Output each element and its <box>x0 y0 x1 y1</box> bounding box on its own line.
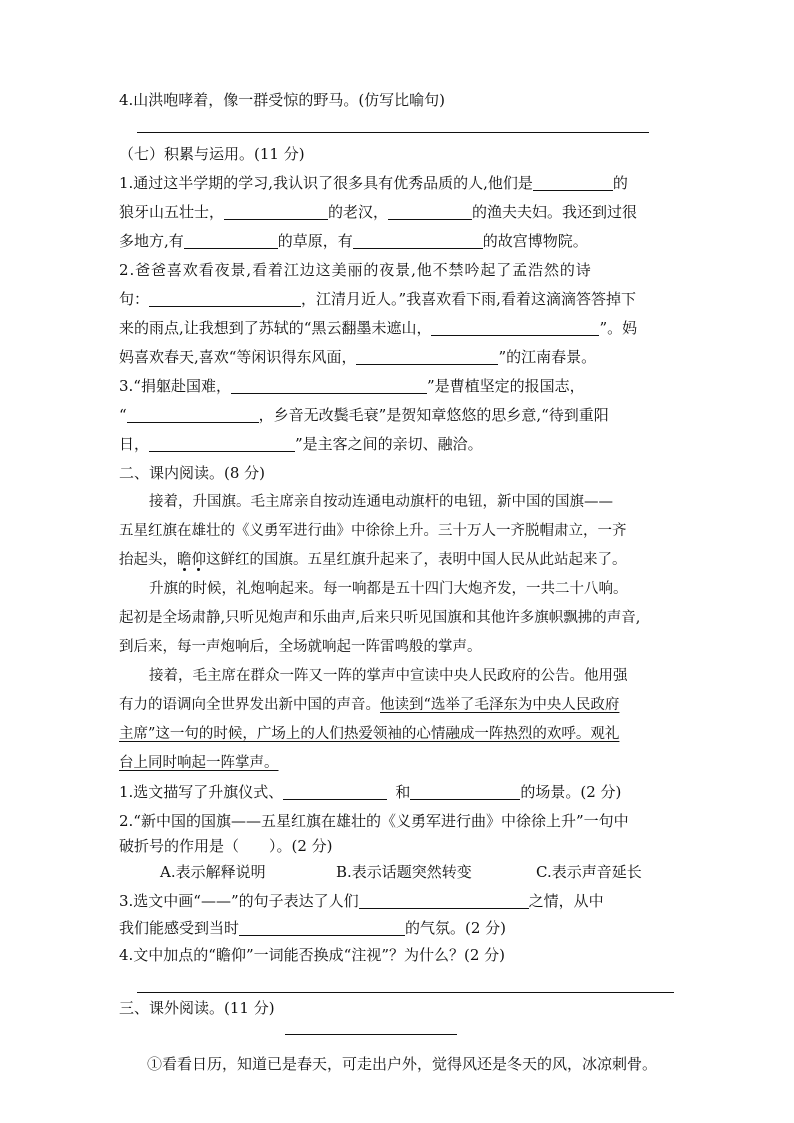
reading-para1-line3: 抬起头，瞻 仰 这鲜红的国旗。五星红旗升起来了，表明中国人民从此站起来了。 <box>119 546 675 575</box>
s2-q3-line1: 3.选文中画“——”的句子表达了人们 之情，从中 <box>119 892 604 910</box>
section7-title: （七）积累与运用。(11 分) <box>119 145 305 163</box>
dotted-word: 瞻 仰 <box>177 552 206 568</box>
fill-blank[interactable] <box>283 783 387 800</box>
s7-q2-line1: 2.爸爸喜欢看夜景,看着江边这美丽的夜景,他不禁吟起了孟浩然的诗 <box>119 261 592 279</box>
reading-para1-line2: 五星红旗在雄壮的《义勇军进行曲》中徐徐上升。三十万人一齐脱帽肃立，一齐 <box>119 523 627 539</box>
fill-blank[interactable] <box>431 319 599 336</box>
s7-q2-line4: 妈喜欢春天,喜欢“等闲识得东风面， ”的江南春景。 <box>119 348 597 366</box>
fill-blank[interactable] <box>127 406 259 423</box>
fill-blank[interactable] <box>149 435 295 452</box>
s7-q2-line3: 来的雨点,让我想到了苏轼的“黑云翻墨未遮山， ”。妈 <box>119 319 638 337</box>
reading-para3-line1: 接着，毛主席在群众一阵又一阵的掌声中宣读中央人民政府的公告。他用强 <box>149 668 628 684</box>
fill-blank[interactable] <box>410 783 520 800</box>
section3-title: 三、课外阅读。(11 分) <box>119 999 275 1017</box>
s2-q2-line1: 2.“新中国的国旗——五星红旗在雄壮的《义勇军进行曲》中徐徐上升”一句中 <box>119 812 629 830</box>
reading-para1-line1: 接着，升国旗。毛主席亲自按动连通电动旗杆的电钮，新中国的国旗—— <box>149 494 613 510</box>
s7-q1-line1: 1.通过这半学期的学习,我认识了很多具有优秀品质的人,他们是 的 <box>119 174 628 192</box>
fill-blank[interactable] <box>388 203 472 220</box>
fill-blank[interactable] <box>149 290 301 307</box>
fill-blank[interactable] <box>356 348 498 365</box>
s7-q2-line2: 句： ，江清月近人。”我喜欢看下雨,看着这滴滴答答掉下 <box>119 290 636 308</box>
fill-blank[interactable] <box>533 174 613 191</box>
title-blank[interactable] <box>285 1034 457 1035</box>
s7-q3-line2: “ ，乡音无改鬓毛衰”是贺知章悠悠的思乡意,“待到重阳 <box>119 406 609 424</box>
reading-para3-line4 <box>119 749 675 778</box>
s7-q1-line3: 多地方,有 的草原，有 的故宫博物院。 <box>119 232 588 250</box>
fill-blank[interactable] <box>359 892 529 909</box>
s2-q4: 4.文中加点的“瞻仰”一词能否换成“注视”？为什么？(2 分) <box>119 946 506 964</box>
imitate-question: 4.山洪咆哮着，像一群受惊的野马。(仿写比喻句) <box>119 91 446 109</box>
s7-q3-line1: 3.“捐躯赴国难， ”是曹植坚定的报国志， <box>119 377 585 395</box>
option-a[interactable]: A.表示解释说明 <box>160 863 266 881</box>
answer-line[interactable] <box>137 132 649 133</box>
s2-q3-line2: 我们能感受到当时 的气氛。(2 分) <box>119 919 507 937</box>
fill-blank[interactable] <box>239 919 405 936</box>
fill-blank[interactable] <box>224 203 328 220</box>
fill-blank[interactable] <box>353 232 483 249</box>
reading-para2-line1: 升旗的时候，礼炮响起来。每一响都是五十四门大炮齐发，一共二十八响。 <box>149 581 628 597</box>
emphasis-dot <box>183 568 186 571</box>
reading-para3-line2: 有力的语调向全世界发出新中国的声音。他读到“选举了毛泽东为中央人民政府 <box>119 697 620 713</box>
s7-q3-line3: 日， ”是主客之间的亲切、融洽。 <box>119 435 483 453</box>
s7-q1-line2: 狼牙山五壮士， 的老汉， 的渔夫夫妇。我还到过很 <box>119 203 638 221</box>
fill-blank[interactable] <box>231 377 427 394</box>
reading-para2-line2: 起初是全场肃静,只听见炮声和乐曲声,后来只听见国旗和其他许多旗帜飘拂的声音, <box>119 610 641 626</box>
section2-title: 二、课内阅读。(8 分) <box>119 464 266 482</box>
s2-q2-options <box>160 858 660 887</box>
reading-para3-line3 <box>119 720 675 749</box>
underlined-sentence: 主席”这一句的时候，广场上的人们热爱领袖的心情融成一阵热烈的欢呼。观礼 <box>119 726 620 742</box>
fill-blank[interactable] <box>184 232 278 249</box>
underlined-sentence: 台上同时响起一阵掌声。 <box>119 755 279 771</box>
s2-q2-line2: 破折号的作用是（ ）。(2 分) <box>119 837 333 855</box>
emphasis-dot <box>197 568 200 571</box>
s2-q1: 1.选文描写了升旗仪式、 和 的场景。(2 分) <box>119 783 622 801</box>
reading-para2-line3: 到后来，每一声炮响后，全场就响起一阵雷鸣般的掌声。 <box>119 639 482 655</box>
option-b[interactable]: B.表示话题突然转变 <box>336 863 472 881</box>
option-c[interactable]: C.表示声音延长 <box>536 863 642 881</box>
section3-para1: ①看看日历，知道已是春天，可走出户外，觉得风还是冬天的风，冰凉刺骨。 <box>147 1055 658 1073</box>
answer-line[interactable] <box>137 992 674 993</box>
underlined-sentence: 他读到“选举了毛泽东为中央人民政府 <box>380 697 620 713</box>
